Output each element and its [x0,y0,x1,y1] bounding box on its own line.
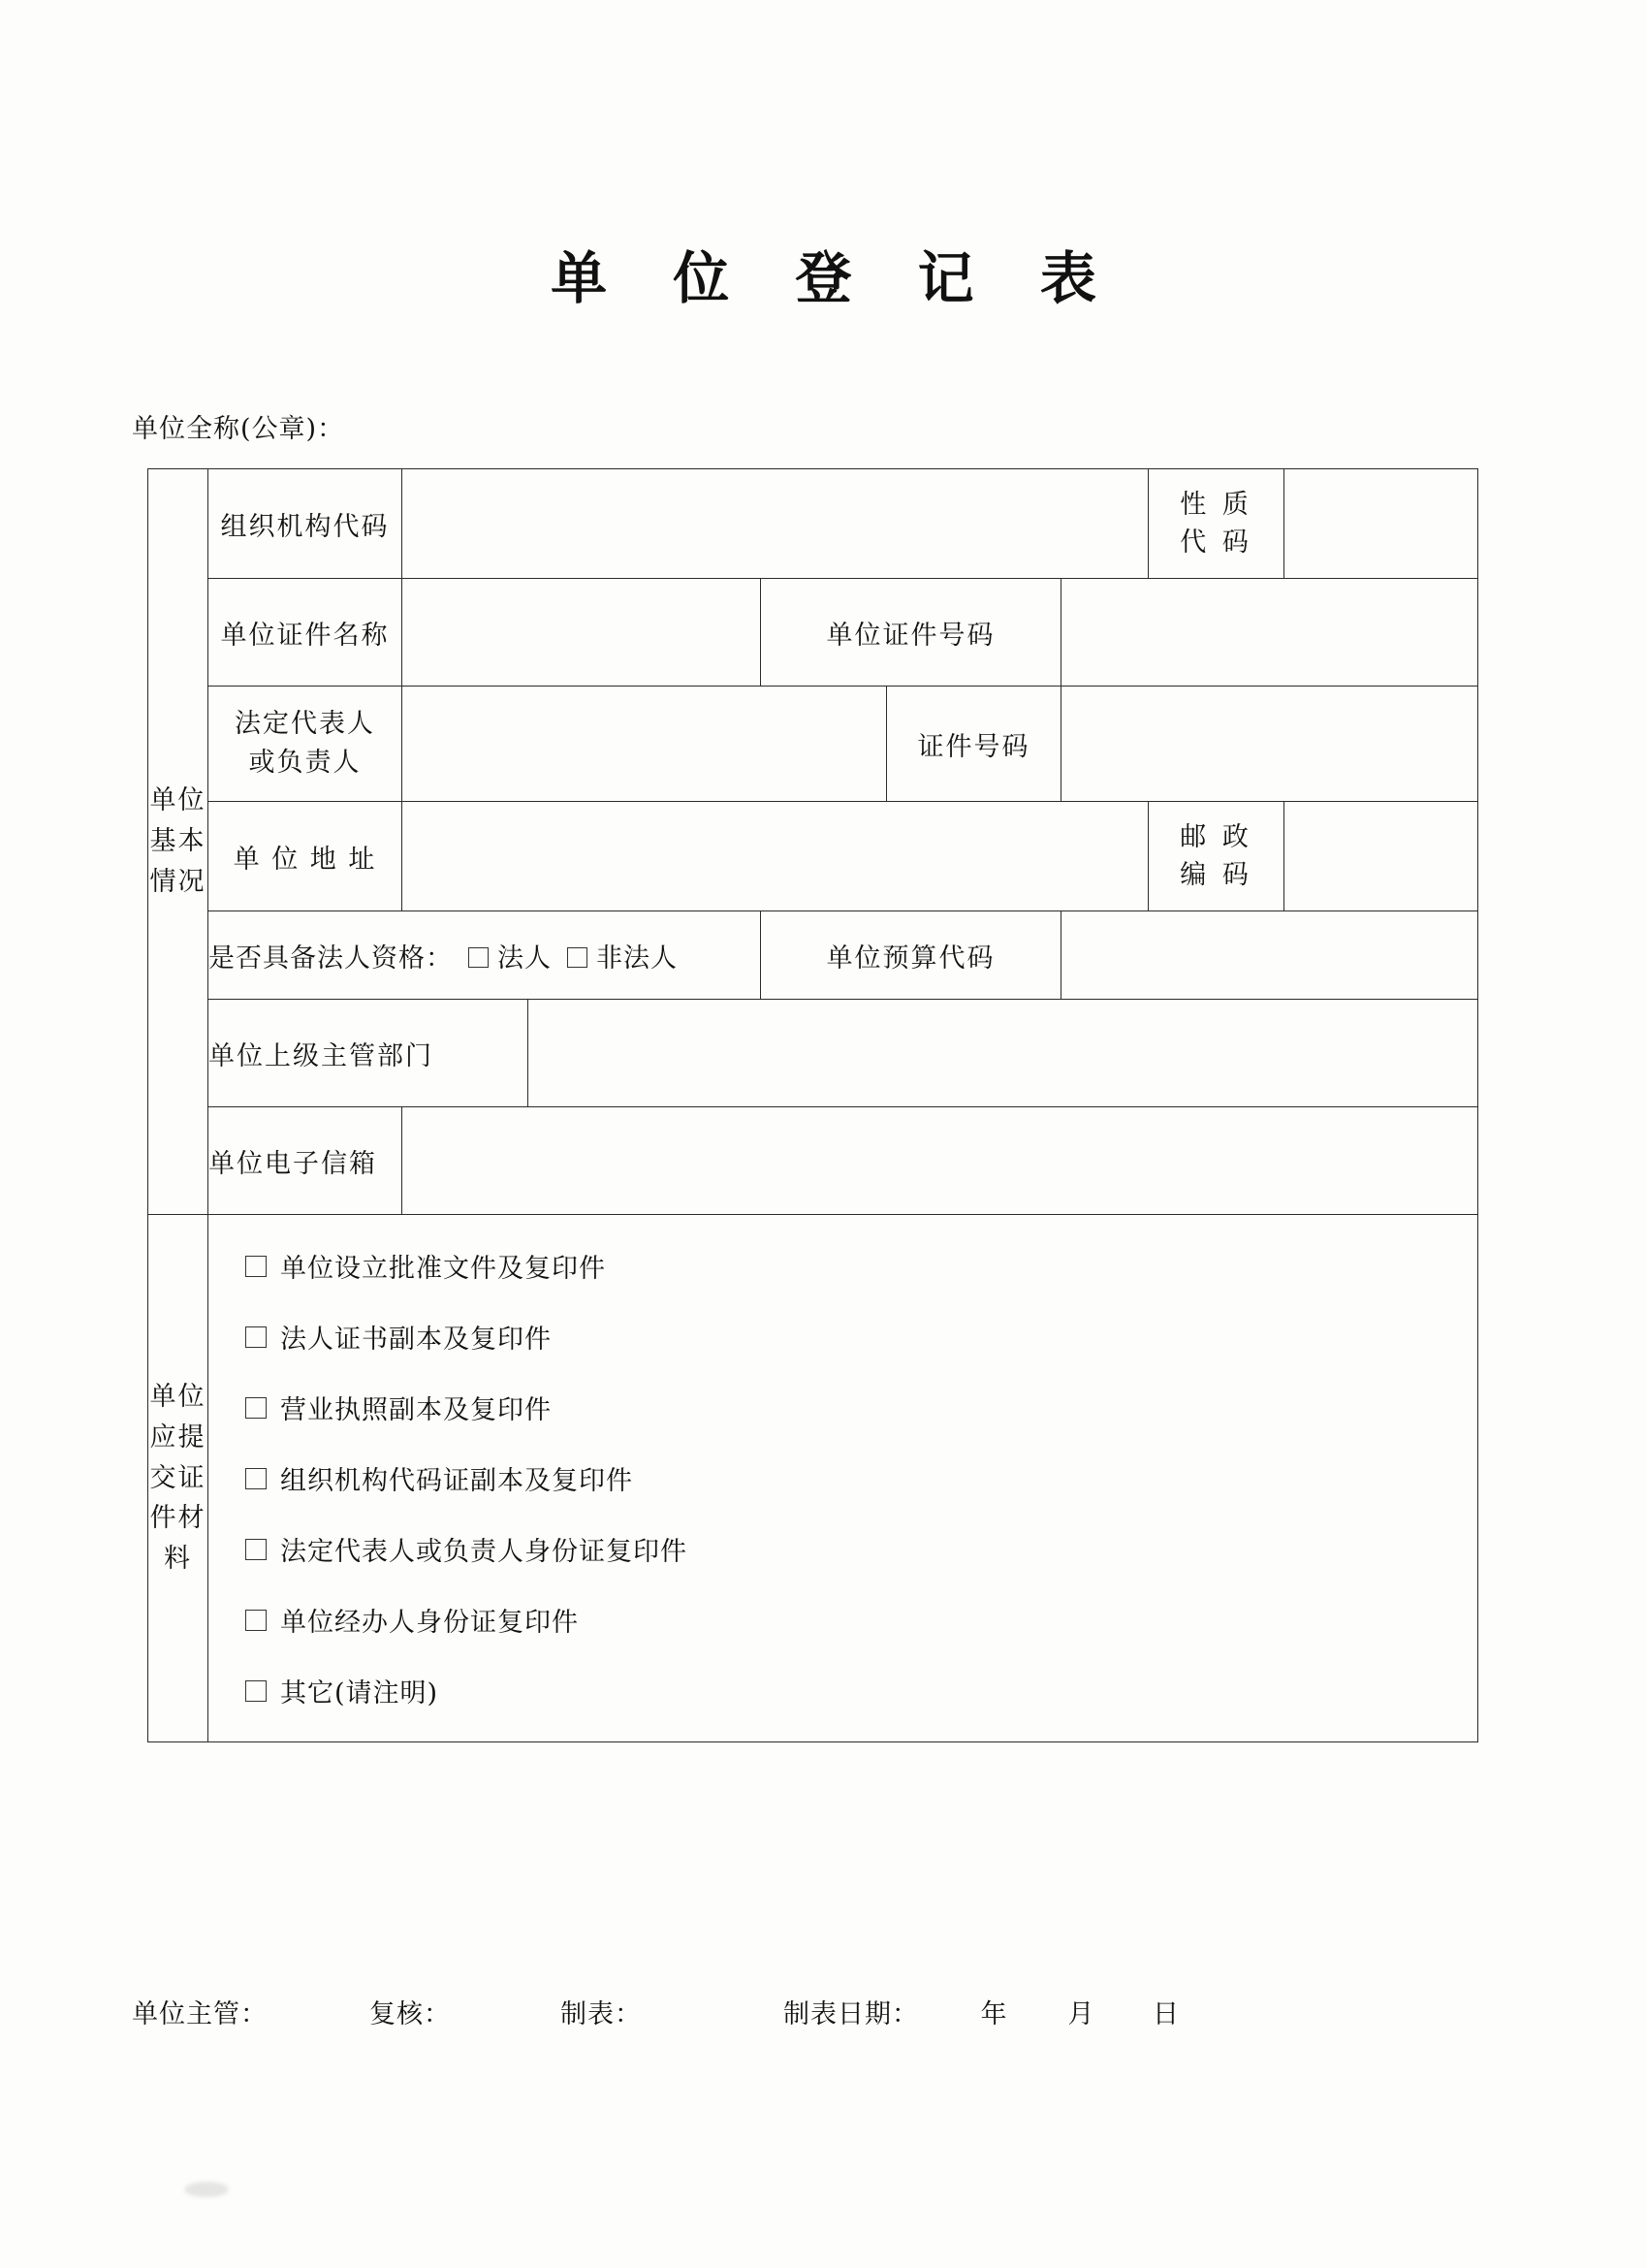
budget-code-input[interactable] [1061,911,1478,1000]
cert-name-label: 单位证件名称 [208,579,402,687]
org-code-label: 组织机构代码 [208,469,402,579]
registration-form-table [147,468,1477,1742]
unit-fullname-label: 单位全称(公章)： [132,414,345,444]
budget-code-label: 单位预算代码 [761,911,1061,1000]
footer-day-label: 日 [1153,1999,1180,2029]
checkbox-material-0[interactable] [245,1256,267,1277]
address-label: 单 位 地 址 [208,802,402,911]
material-label-1: 法人证书副本及复印件 [280,1325,552,1355]
checkbox-material-1[interactable] [245,1326,267,1348]
table-row [148,579,1478,687]
cert-name-input[interactable] [402,579,761,687]
checkbox-non-legal-person[interactable] [567,947,587,968]
id-number-input[interactable] [1061,687,1478,802]
table-row [148,687,1478,802]
materials-checklist [208,1215,1477,1741]
checkbox-material-2[interactable] [245,1397,267,1419]
id-number-label: 证件号码 [887,687,1061,802]
superior-dept-label: 单位上级主管部门 [208,1000,528,1107]
footer-review-label: 复核： [369,1999,451,2029]
materials-checklist-cell [208,1215,1478,1742]
materials-vertical-label: 单位应提交证件材料 [148,1215,208,1742]
legal-qualification-option-legal: 法人 [497,942,552,974]
postcode-input[interactable] [1284,802,1478,911]
footer-prepare-date-label: 制表日期： [783,1999,919,2029]
legal-qualification-label: 是否具备法人资格： [208,942,453,974]
footer-year-label: 年 [980,1999,1008,2029]
list-item[interactable] [245,1443,1477,1514]
legal-rep-label: 法定代表人 或负责人 [208,687,402,802]
email-input[interactable] [402,1107,1478,1215]
nature-code-label: 性 质 代 码 [1149,469,1284,579]
material-label-0: 单位设立批准文件及复印件 [280,1254,606,1284]
form-footer [132,1993,1489,2030]
material-label-3: 组织机构代码证副本及复印件 [280,1466,633,1496]
postcode-label: 邮 政 编 码 [1149,802,1284,911]
checkbox-material-3[interactable] [245,1468,267,1489]
checkbox-material-5[interactable] [245,1610,267,1631]
list-item[interactable] [245,1514,1477,1584]
table-row [148,469,1478,579]
legal-qualification-group [208,911,761,1000]
checkbox-material-4[interactable] [245,1539,267,1560]
table-row [148,1215,1478,1742]
superior-dept-input[interactable] [528,1000,1478,1107]
table-row [148,1107,1478,1215]
checkbox-material-6[interactable] [245,1680,267,1702]
legal-qualification-option-nonlegal: 非法人 [596,942,678,974]
org-code-input[interactable] [402,469,1149,579]
material-label-6: 其它(请注明) [280,1678,439,1709]
list-item[interactable] [245,1584,1477,1655]
footer-month-label: 月 [1067,1999,1095,2029]
footer-preparer-label: 制表： [560,1999,642,2029]
nature-code-input[interactable] [1284,469,1478,579]
list-item[interactable] [245,1655,1477,1726]
legal-rep-input[interactable] [402,687,887,802]
list-item[interactable] [245,1230,1477,1301]
scan-artifact [184,2182,229,2197]
address-input[interactable] [402,802,1149,911]
page-title: 单 位 登 记 表 [551,245,1120,311]
email-label: 单位电子信箱 [208,1107,402,1215]
table-row [148,911,1478,1000]
table-row [148,802,1478,911]
list-item[interactable] [245,1372,1477,1443]
cert-number-input[interactable] [1061,579,1478,687]
cert-number-label: 单位证件号码 [761,579,1061,687]
material-label-2: 营业执照副本及复印件 [280,1395,552,1425]
basic-info-vertical-label: 单位基本情况 [148,469,208,1215]
checkbox-legal-person[interactable] [468,947,489,968]
material-label-5: 单位经办人身份证复印件 [280,1608,579,1638]
list-item[interactable] [245,1301,1477,1372]
material-label-4: 法定代表人或负责人身份证复印件 [280,1537,687,1567]
footer-supervisor-label: 单位主管： [132,1999,268,2029]
table-row [148,1000,1478,1107]
